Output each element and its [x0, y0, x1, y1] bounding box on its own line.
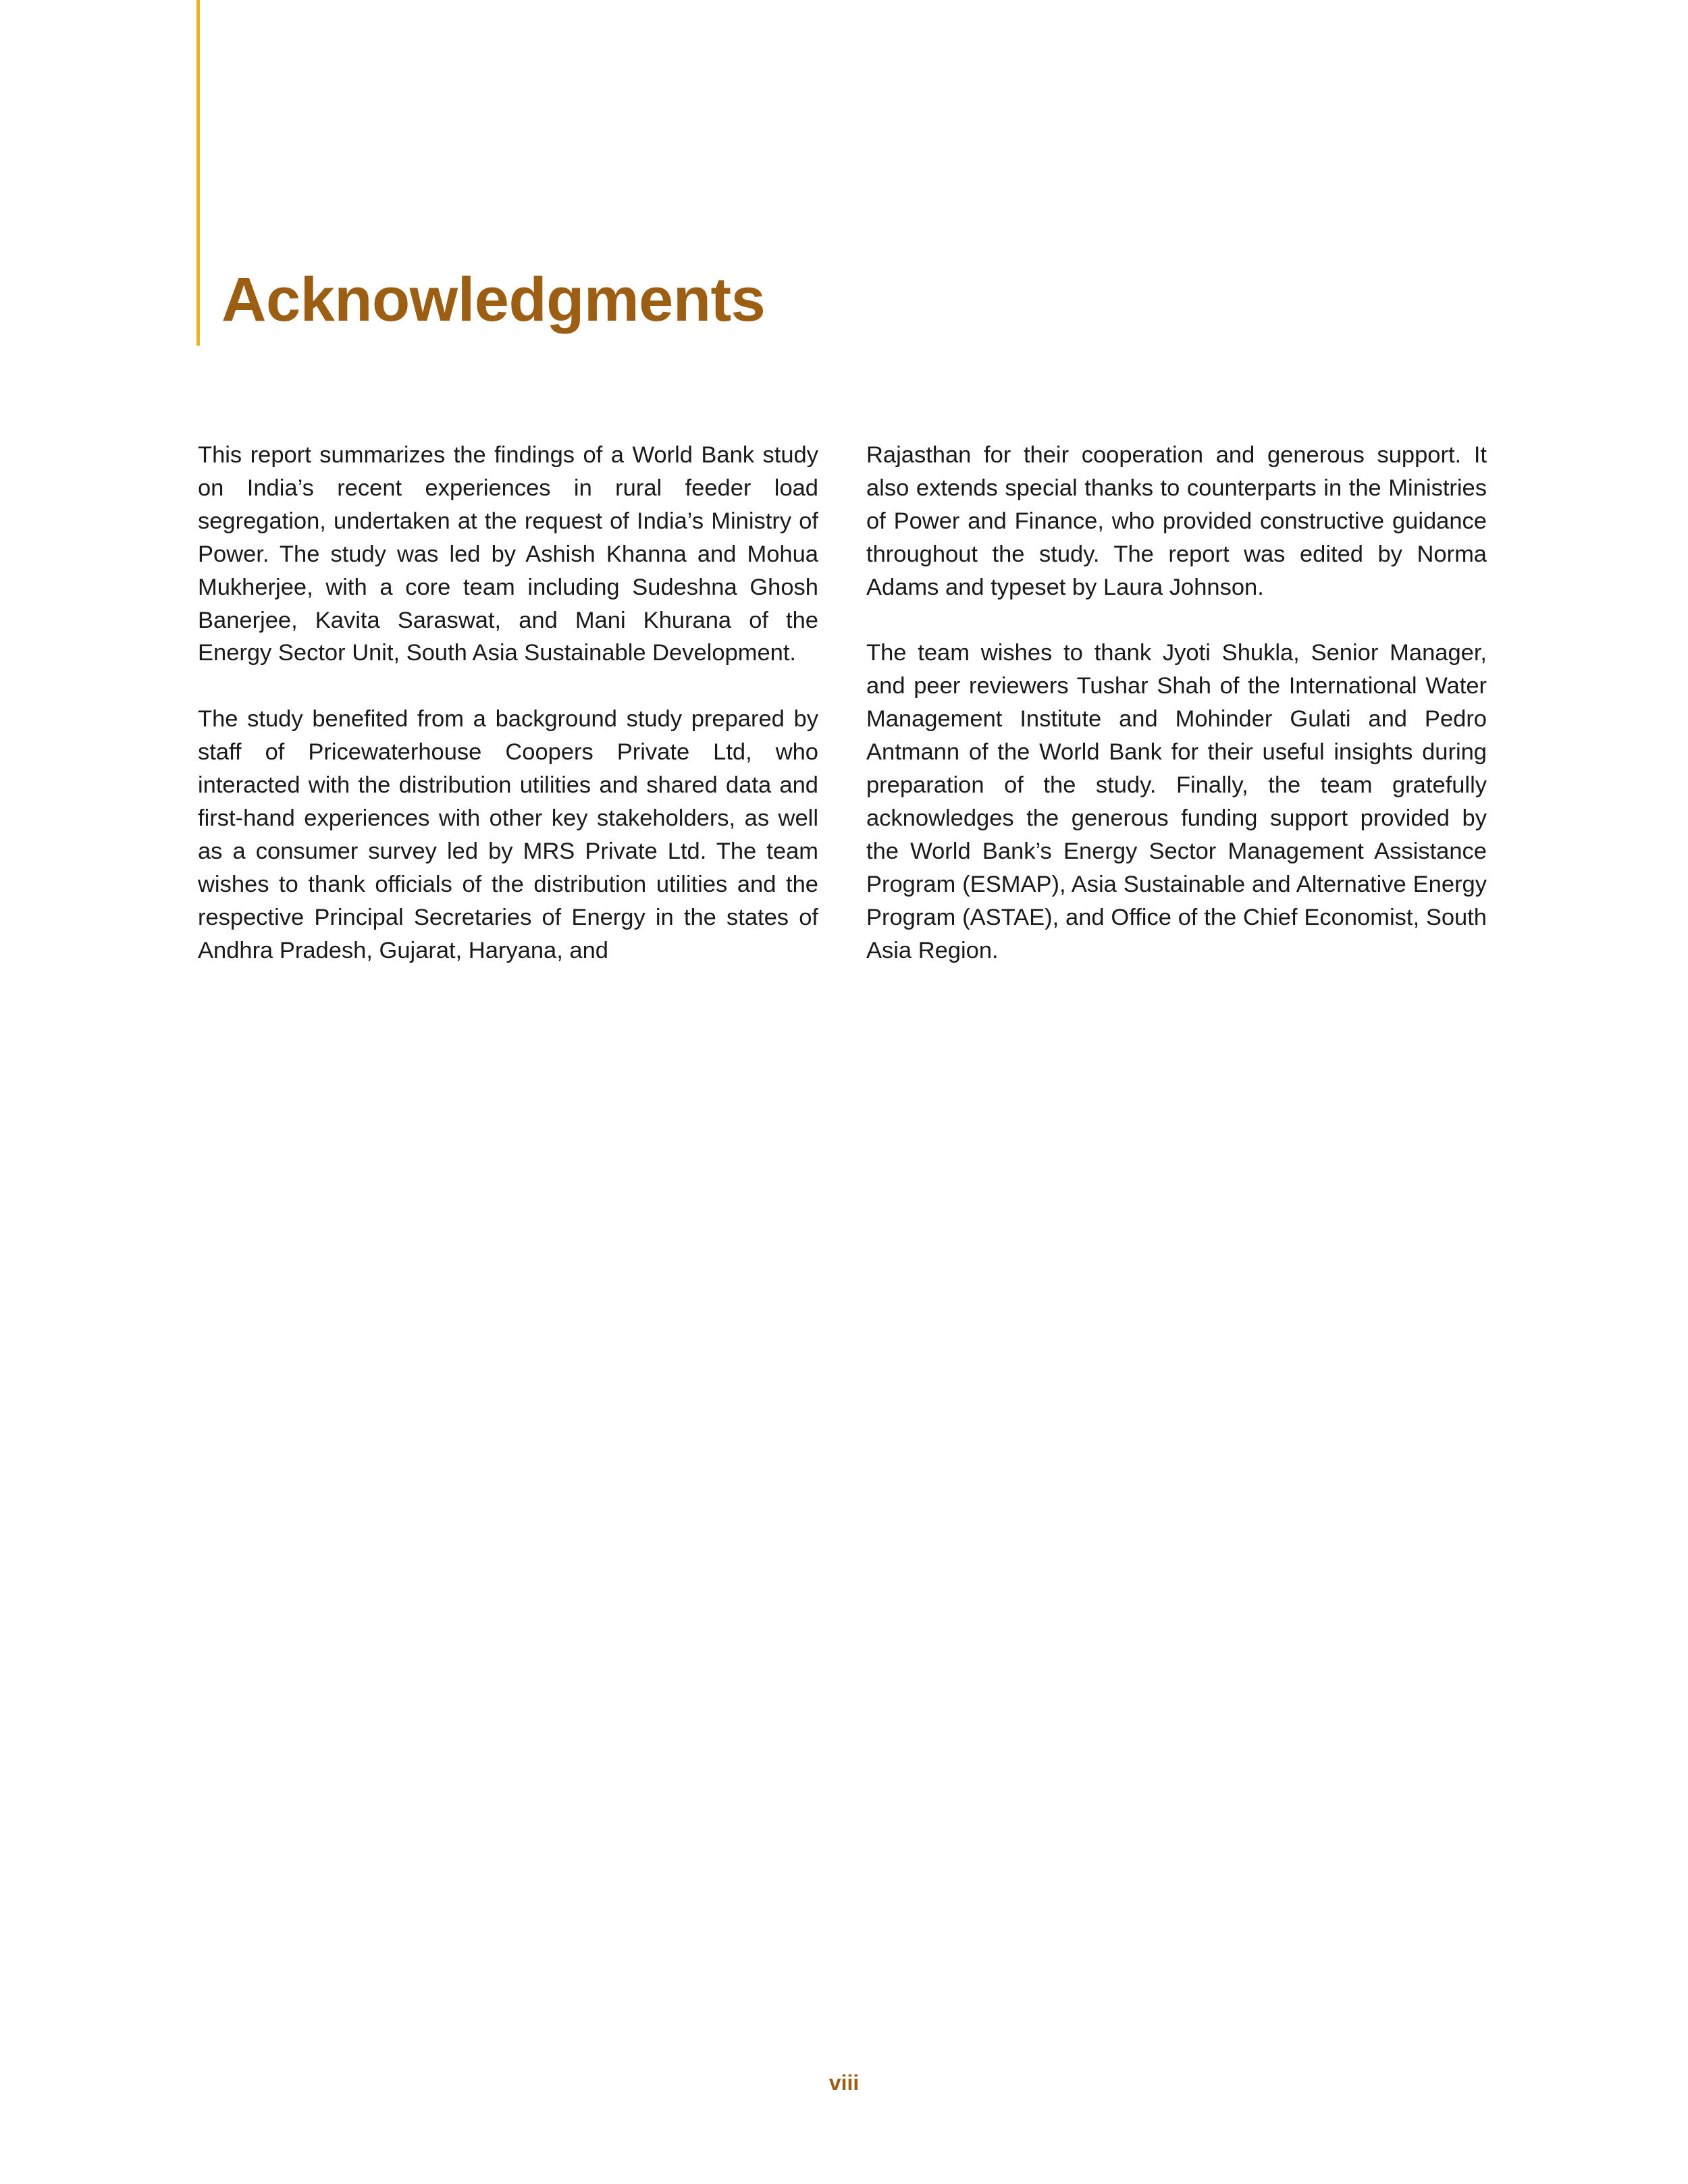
accent-rule [196, 0, 200, 346]
right-column [866, 439, 1487, 1000]
paragraph-2: The study benefited from a background study prepared by staff of Pricewaterhouse Coopers Private Ltd, who interacted with the distribution utilities and shared data and first-hand experiences with other key stakeholders, as well as a consumer survey led by MRS Private Ltd. The team wishes to thank officials of the distribution utilities and the respective Principal Secretaries of Energy in the states of Andhra Pradesh, Gujarat, Haryana, and [198, 706, 818, 963]
paragraph-1: This report summarizes the findings of a World Bank study on India’s recent experiences in rural feeder load segregation, undertaken at the request of India’s Ministry of Power. The study was led by Ashish Khanna and Mohua Mukherjee, with a core team including Sudeshna Ghosh Banerjee, Kavita Saraswat, and Mani Khurana of the Energy Sector Unit, South Asia Sustainable Development. [198, 442, 818, 666]
page-title: Acknowledgments [221, 265, 766, 334]
left-column [198, 439, 818, 1000]
paragraph-3: Rajasthan for their cooperation and generous support. It also extends special thanks to counterparts in the Ministries of Power and Finance, who provided constructive guidance throughout the study. The report was edited by Norma Adams and typeset by Laura Johnson. [866, 442, 1487, 600]
page-number: viii [828, 2071, 860, 2095]
paragraph-4: The team wishes to thank Jyoti Shukla, Senior Manager, and peer reviewers Tushar Shah of the International Water Management Institute and Mohinder Gulati and Pedro Antmann of the World Bank for their useful insights during preparation of the study. Finally, the team gratefully acknowledges the generous funding support provided by the World Bank’s Energy Sector Management Assistance Program (ESMAP), Asia Sustainable and Alternative Energy Program (ASTAE), and Office of the Chief Economist, South Asia Region. [866, 640, 1487, 963]
